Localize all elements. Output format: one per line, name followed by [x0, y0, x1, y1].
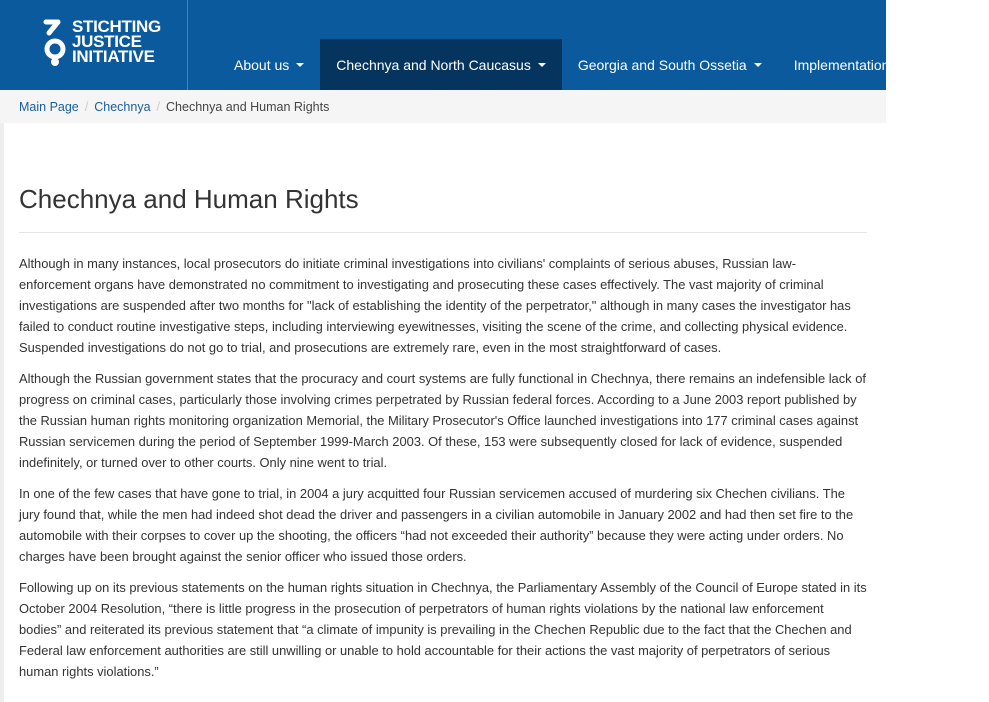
breadcrumb-link-chechnya[interactable]: Chechnya [94, 100, 151, 114]
nav-item-about-us[interactable] [218, 39, 320, 90]
site-logo[interactable] [6, 0, 188, 90]
breadcrumb-separator: / [84, 100, 89, 114]
logo-mark-icon [40, 18, 70, 70]
paragraph: In one of the few cases that have gone to trial, in 2004 a jury acquitted four Russian servicemen accused of murdering six Chechen civilians. The jury found that, while the men had indeed shot dead the driver and passengers in a civilian automobile in January 2002 and had then set fire to the automobile with their corpses to cover up the shooting, the officers “had not exceeded their authority” because they were acting under orders. No charges have been brought against the senior officer who issued those orders. [19, 486, 854, 564]
nav-item-label: About us [234, 56, 290, 73]
breadcrumb [0, 90, 886, 123]
paragraph: Although the Russian government states that the procuracy and court systems are fully functional in Chechnya, there remains an indefensible lack of progress on criminal cases, particularly those involving crimes perpetrated by Russian federal forces. According to a June 2003 report published by the Russian human rights monitoring organization Memorial, the Military Prosecutor's Office launched investigations into 177 criminal cases against Russian servicemen during the period of September 1999-March 2003. Of these, 153 were subsequently closed for lack of evidence, suspended indefinitely, or turned over to other courts. Only nine went to trial. [19, 371, 866, 470]
nav-item-implementation[interactable] [778, 39, 989, 90]
paragraph: Although in many instances, local prosecutors do initiate criminal investigations into civilians' complaints of serious abuses, Russian law-enforcement organs have demonstrated no commitment to investigating and prosecuting these cases effectively. The vast majority of criminal investigations are suspended after two months for "lack of establishing the identity of the perpetrator," although in many cases the investigator has failed to conduct routine investigative steps, including interviewing eyewitnesses, visiting the scene of the crime, and collecting physical evidence. Suspended investigations do not go to trial, and prosecutions are extremely rare, even in the most straightforward of cases. [19, 256, 851, 355]
nav-item-chechnya[interactable] [320, 39, 562, 90]
logo-line-1: STICHTING [72, 17, 161, 36]
logo-line-2: JUSTICE [72, 32, 142, 51]
paragraph: Following up on its previous statements on the human rights situation in Chechnya, the Parliamentary Assembly of the Council of Europe stated in its October 2004 Resolution, “there is little progress in the prosecution of perpetrators of human rights violations by the national law enforcement bodies” and reiterated its previous statement that “a climate of impunity is prevailing in the Chechen Republic due to the fact that the Chechen and Federal law enforcement authorities are still unwilling or unable to hold accountable for their actions the vast majority of perpetrators of serious human rights violations.” [19, 580, 867, 679]
caret-down-icon [296, 63, 304, 67]
caret-down-icon [754, 63, 762, 67]
logo-text [72, 19, 161, 64]
breadcrumb-separator: / [156, 100, 161, 114]
main-content [19, 123, 867, 692]
nav-item-label: Georgia and South Ossetia [577, 56, 747, 73]
page-title: Chechnya and Human Rights [19, 183, 867, 233]
main-nav [218, 39, 989, 90]
article-body [19, 253, 867, 682]
site-header [0, 0, 974, 90]
nav-item-georgia[interactable] [562, 39, 778, 90]
breadcrumb-link-main-page[interactable]: Main Page [19, 100, 79, 114]
nav-item-label: Chechnya and North Caucasus [336, 56, 531, 73]
breadcrumb-current: Chechnya and Human Rights [166, 100, 330, 114]
content-left-edge [0, 123, 4, 702]
caret-down-icon [538, 63, 546, 67]
nav-item-label: Implementation of judgments [793, 56, 974, 73]
logo-line-3: INITIATIVE [72, 47, 155, 66]
